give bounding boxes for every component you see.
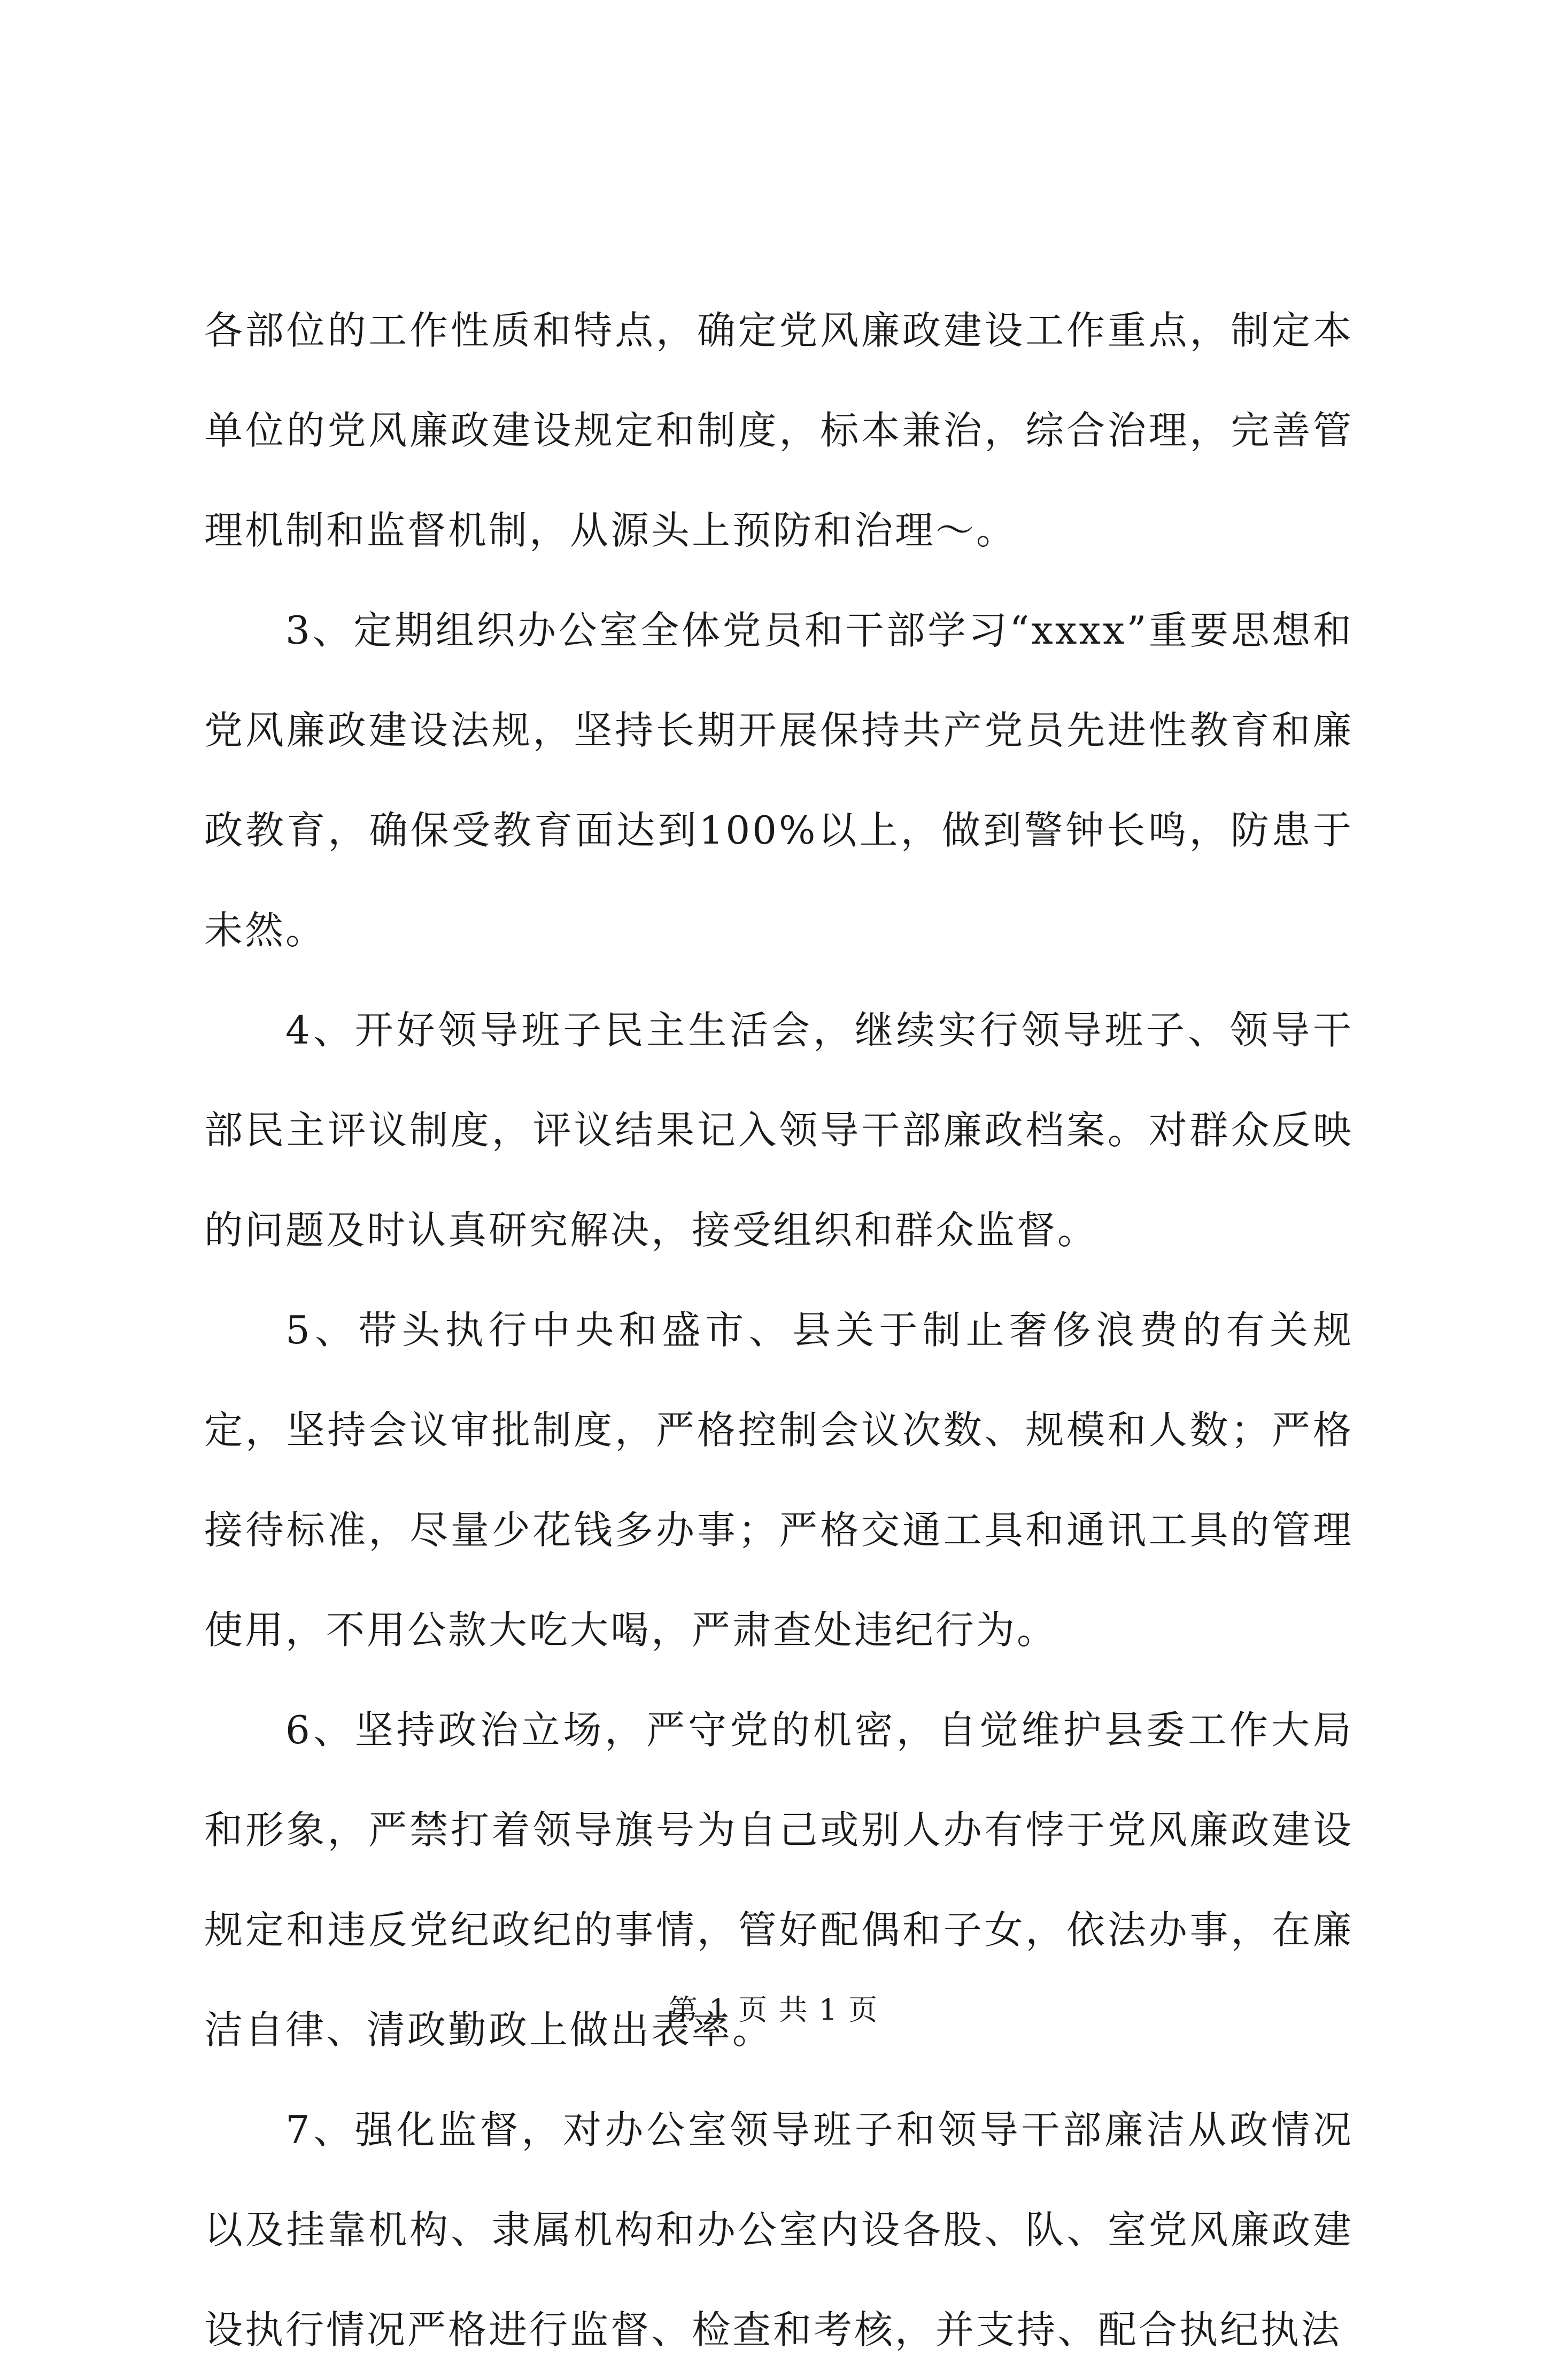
paragraph-continuation: 各部位的工作性质和特点，确定党风廉政建设工作重点，制定本单位的党风廉政建设规定和制度，标本兼治，综合治理，完善管理机制和监督机制，从源头上预防和治理～。 [204,308,1353,553]
paragraph-item-3: 3、定期组织办公室全体党员和干部学习“xxxx”重要思想和党风廉政建设法规，坚持长期开展保持共产党员先进性教育和廉政教育，确保受教育面达到100%以上，做到警钟长鸣，防患于未然。 [204,608,1353,953]
document-body [204,281,1353,2380]
paragraph-item-6: 6、坚持政治立场，严守党的机密，自觉维护县委工作大局和形象，严禁打着领导旗号为自己或别人办有悖于党风廉政建设规定和违反党纪政纪的事情，管好配偶和子女，依法办事，在廉洁自律、清政勤政上做出表率。 [204,1707,1353,2052]
paragraph-item-7: 7、强化监督，对办公室领导班子和领导干部廉洁从政情况以及挂靠机构、隶属机构和办公室内设各股、队、室党风廉政建设执行情况严格进行监督、检查和考核，并支持、配合执纪执法 [204,2107,1353,2352]
paragraph-item-5: 5、带头执行中央和盛市、县关于制止奢侈浪费的有关规定，坚持会议审批制度，严格控制会议次数、规模和人数；严格接待标准，尽量少花钱多办事；严格交通工具和通讯工具的管理使用，不用公款大吃大喝，严肃查处违纪行为。 [204,1308,1353,1652]
paragraph-item-4: 4、开好领导班子民主生活会，继续实行领导班子、领导干部民主评议制度，评议结果记入领导干部廉政档案。对群众反映的问题及时认真研究解决，接受组织和群众监督。 [204,1008,1353,1253]
page-footer: 第 1 页 共 1 页 [668,1993,879,2027]
